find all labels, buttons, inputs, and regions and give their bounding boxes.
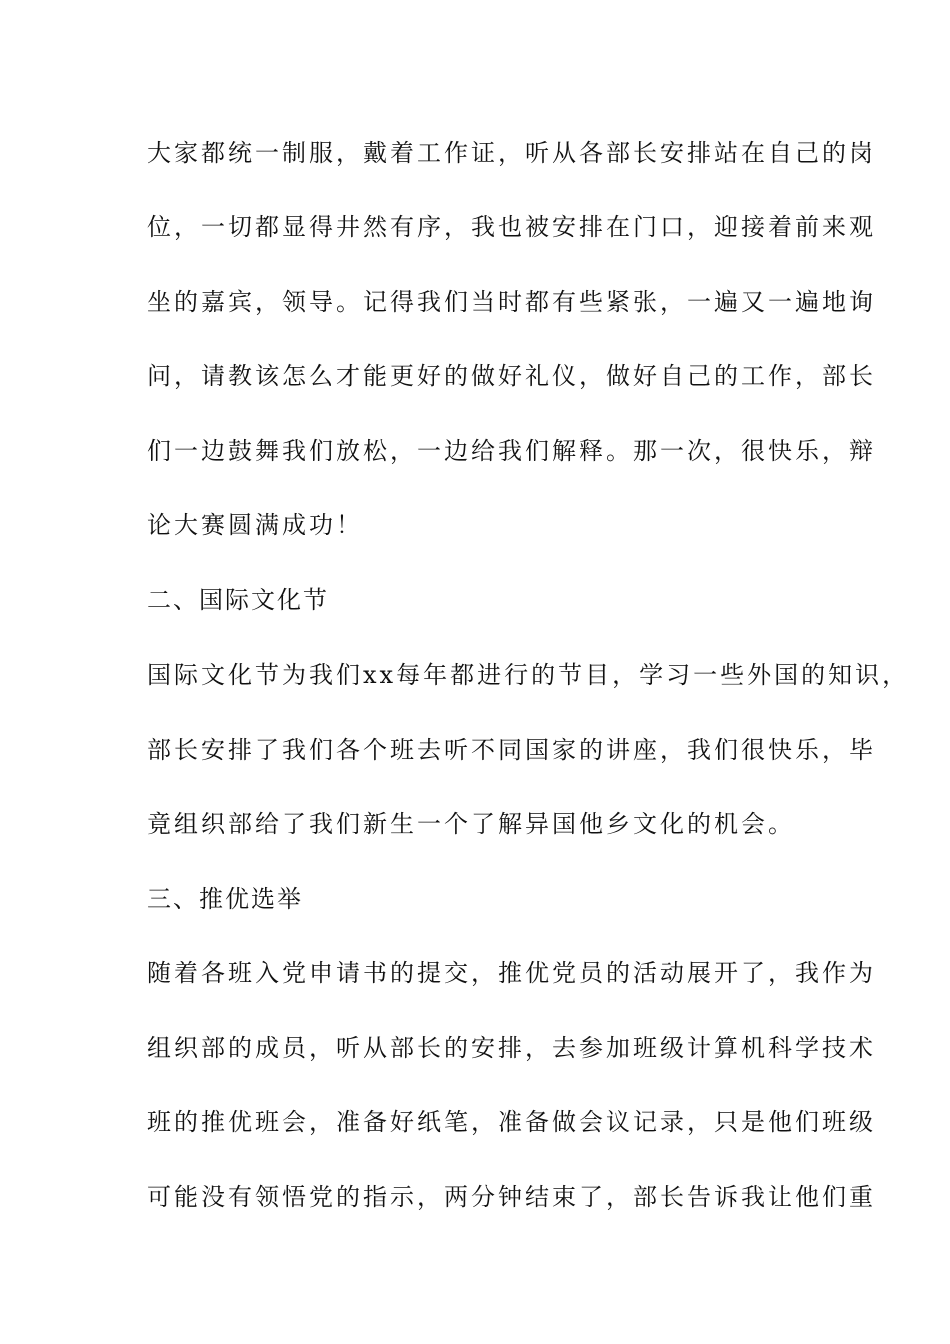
section-heading: 三、推优选举 bbox=[147, 885, 303, 913]
paragraph-line: 大家都统一制服，戴着工作证，听从各部长安排站在自己的岗 bbox=[147, 139, 876, 167]
paragraph-line: 部长安排了我们各个班去听不同国家的讲座，我们很快乐，毕 bbox=[147, 736, 876, 764]
paragraph-line: 们一边鼓舞我们放松，一边给我们解释。那一次，很快乐，辩 bbox=[147, 437, 876, 465]
paragraph-line: 竟组织部给了我们新生一个了解异国他乡文化的机会。 bbox=[147, 810, 795, 838]
paragraph-line: 随着各班入党申请书的提交，推优党员的活动展开了，我作为 bbox=[147, 959, 876, 987]
paragraph-line: 问，请教该怎么才能更好的做好礼仪，做好自己的工作，部长 bbox=[147, 362, 876, 390]
paragraph-line: 坐的嘉宾，领导。记得我们当时都有些紧张，一遍又一遍地询 bbox=[147, 288, 876, 316]
paragraph-line: 班的推优班会，准备好纸笔，准备做会议记录，只是他们班级 bbox=[147, 1108, 876, 1136]
paragraph-line: 位，一切都显得井然有序，我也被安排在门口，迎接着前来观 bbox=[147, 213, 876, 241]
paragraph-line: 可能没有领悟党的指示，两分钟结束了，部长告诉我让他们重 bbox=[147, 1183, 876, 1211]
section-heading: 二、国际文化节 bbox=[147, 586, 329, 614]
paragraph-line: 组织部的成员，听从部长的安排，去参加班级计算机科学技术 bbox=[147, 1034, 876, 1062]
paragraph-line: 国际文化节为我们xx每年都进行的节目，学习一些外国的知识， bbox=[147, 661, 910, 689]
paragraph-line: 论大赛圆满成功！ bbox=[147, 511, 363, 539]
